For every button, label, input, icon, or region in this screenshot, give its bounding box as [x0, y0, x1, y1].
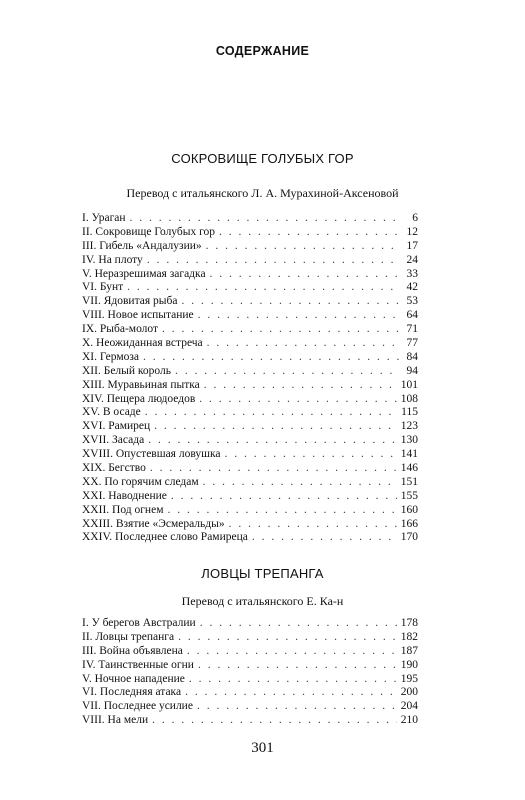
toc-entry	[82, 254, 418, 268]
dot-leader	[154, 420, 397, 434]
toc-entry	[82, 462, 418, 476]
chapter-page-number: 115	[401, 406, 418, 419]
dot-leader	[252, 531, 397, 545]
chapter-page-number: 155	[400, 489, 418, 502]
dot-leader	[145, 406, 397, 420]
toc-entry	[82, 714, 418, 728]
dot-leader	[167, 504, 396, 518]
dot-leader	[197, 700, 397, 714]
toc-entry	[82, 659, 418, 673]
chapter-page-number: 77	[406, 337, 418, 350]
dot-leader	[198, 309, 400, 323]
toc-entry	[82, 212, 418, 226]
chapter-title: V. Неразрешимая загадка	[82, 267, 206, 280]
chapter-title: XXII. Под огнем	[82, 503, 164, 516]
toc-entry	[82, 268, 418, 282]
toc-entry	[82, 531, 418, 545]
chapter-title: II. Сокровище Голубых гор	[82, 225, 216, 238]
dot-leader	[178, 631, 397, 645]
chapter-title: VII. Ядовитая рыба	[82, 295, 178, 308]
chapter-title: XVI. Рамирец	[82, 420, 151, 433]
chapter-page-number: 84	[406, 350, 418, 363]
chapter-page-number: 17	[406, 239, 418, 252]
chapter-title: XVII. Засада	[82, 434, 145, 447]
toc-entry	[82, 490, 418, 504]
chapter-title: XIV. Пещера людоедов	[82, 392, 196, 405]
chapter-page-number: 200	[400, 686, 418, 699]
dot-leader	[206, 240, 400, 254]
chapter-title: VII. Последнее усилие	[82, 700, 193, 713]
chapter-title: II. Ловцы трепанга	[82, 630, 175, 643]
toc-entry	[82, 617, 418, 631]
translator-credit-lovtsy: Перевод с итальянского Е. Ка-н	[181, 594, 344, 608]
chapter-title: XII. Белый король	[82, 364, 172, 377]
toc-entry	[82, 351, 418, 365]
chapter-title: XIX. Бегство	[82, 462, 146, 475]
toc-entry	[82, 673, 418, 687]
chapter-page-number: 101	[400, 378, 418, 391]
chapter-page-number: 210	[400, 714, 418, 727]
dot-leader	[150, 462, 397, 476]
toc-entry	[82, 518, 418, 532]
chapter-title: XX. По горячим следам	[82, 475, 199, 488]
page-heading: СОДЕРЖАНИЕ	[215, 44, 310, 58]
toc-entry	[82, 337, 418, 351]
toc-entry	[82, 700, 418, 714]
chapter-title: XXIV. Последнее слово Рамиреца	[82, 531, 248, 544]
dot-leader	[152, 714, 397, 728]
chapter-page-number: 71	[406, 323, 418, 336]
chapter-page-number: 195	[400, 672, 418, 685]
chapter-title: IX. Рыба-молот	[82, 323, 159, 336]
toc-entry	[82, 295, 418, 309]
chapter-title: XXI. Наводнение	[82, 489, 167, 502]
dot-leader	[187, 645, 397, 659]
chapter-title: VI. Бунт	[82, 281, 124, 294]
chapter-page-number: 6	[412, 212, 418, 224]
toc-entry	[82, 631, 418, 645]
toc-entry	[82, 323, 418, 337]
toc-entry	[82, 281, 418, 295]
toc-entry	[82, 476, 418, 490]
dot-leader	[210, 268, 400, 282]
chapter-title: IV. На плоту	[82, 253, 143, 266]
chapter-page-number: 12	[406, 225, 418, 238]
toc-entry	[82, 379, 418, 393]
dot-leader	[127, 281, 400, 295]
chapter-page-number: 94	[406, 364, 418, 377]
toc-entry	[82, 645, 418, 659]
chapter-title: V. Ночное нападение	[82, 672, 185, 685]
chapter-title: I. Ураган	[82, 212, 126, 224]
dot-leader	[204, 379, 397, 393]
dot-leader	[143, 351, 400, 365]
dot-leader	[171, 490, 397, 504]
section-title-sokrovishche: СОКРОВИЩЕ ГОЛУБЫХ ГОР	[171, 151, 354, 166]
chapter-title: III. Гибель «Андалузии»	[82, 239, 202, 252]
chapter-title: VIII. На мели	[82, 714, 149, 727]
chapter-page-number: 64	[406, 309, 418, 322]
toc-list-lovtsy	[82, 617, 418, 728]
chapter-page-number: 170	[400, 531, 418, 544]
chapter-page-number: 190	[400, 658, 418, 671]
dot-leader	[189, 673, 397, 687]
toc-entry	[82, 406, 418, 420]
translator-credit-sokrovishche: Перевод с итальянского Л. А. Мурахиной-Аксеновой	[126, 186, 399, 200]
toc-entry	[82, 448, 418, 462]
chapter-page-number: 130	[400, 434, 418, 447]
dot-leader	[225, 448, 397, 462]
dot-leader	[175, 365, 400, 379]
toc-list-sokrovishche	[82, 212, 418, 545]
chapter-page-number: 187	[400, 644, 418, 657]
chapter-title: I. У берегов Австралии	[82, 617, 196, 629]
chapter-page-number: 178	[400, 617, 418, 629]
dot-leader	[199, 393, 396, 407]
toc-entry	[82, 309, 418, 323]
dot-leader	[198, 659, 397, 673]
dot-leader	[148, 434, 397, 448]
dot-leader	[229, 518, 397, 532]
chapter-page-number: 24	[406, 253, 418, 266]
toc-entry	[82, 240, 418, 254]
toc-entry	[82, 420, 418, 434]
chapter-page-number: 204	[400, 700, 418, 713]
dot-leader	[130, 212, 400, 226]
toc-entry	[82, 365, 418, 379]
toc-entry	[82, 686, 418, 700]
chapter-page-number: 146	[400, 462, 418, 475]
chapter-title: X. Неожиданная встреча	[82, 337, 203, 350]
dot-leader	[147, 254, 400, 268]
dot-leader	[185, 686, 397, 700]
toc-entry	[82, 504, 418, 518]
chapter-page-number: 182	[400, 630, 418, 643]
chapter-page-number: 53	[406, 295, 418, 308]
chapter-page-number: 123	[400, 420, 418, 433]
dot-leader	[219, 226, 400, 240]
chapter-title: XXIII. Взятие «Эсмеральды»	[82, 517, 225, 530]
chapter-page-number: 160	[400, 503, 418, 516]
chapter-title: XIII. Муравьиная пытка	[82, 378, 200, 391]
chapter-page-number: 141	[400, 448, 418, 461]
chapter-title: XVIII. Опустевшая ловушка	[82, 448, 221, 461]
toc-entry	[82, 393, 418, 407]
chapter-page-number: 108	[400, 392, 418, 405]
dot-leader	[162, 323, 400, 337]
chapter-title: VI. Последняя атака	[82, 686, 182, 699]
chapter-page-number: 42	[406, 281, 418, 294]
dot-leader	[203, 476, 397, 490]
toc-entry	[82, 434, 418, 448]
chapter-title: XV. В осаде	[82, 406, 141, 419]
dot-leader	[181, 295, 400, 309]
chapter-title: III. Война объявлена	[82, 644, 183, 657]
page-number: 301	[251, 740, 274, 756]
chapter-title: XI. Гермоза	[82, 350, 140, 363]
chapter-page-number: 151	[400, 475, 418, 488]
chapter-page-number: 166	[400, 517, 418, 530]
chapter-page-number: 33	[406, 267, 418, 280]
toc-entry	[82, 226, 418, 240]
dot-leader	[207, 337, 400, 351]
dot-leader	[200, 617, 397, 631]
chapter-title: IV. Таинственные огни	[82, 658, 194, 671]
section-title-lovtsy: ЛОВЦЫ ТРЕПАНГА	[201, 566, 324, 581]
chapter-title: VIII. Новое испытание	[82, 309, 194, 322]
